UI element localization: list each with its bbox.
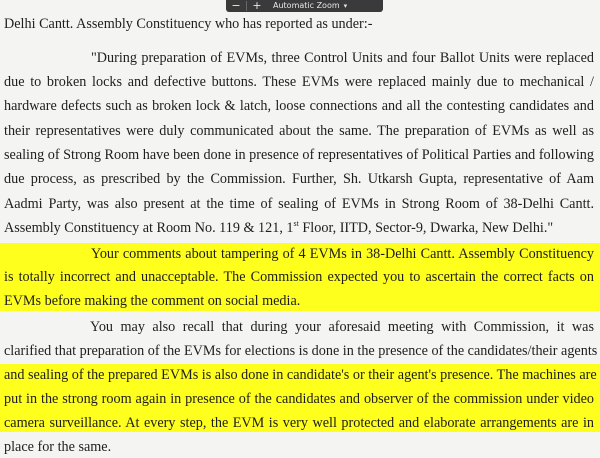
- doc-line-highlighted: and sealing of the prepared EVMs is also done in candidate's or their agent's presence. The machines are: [4, 367, 597, 383]
- doc-line: place for the same.: [4, 439, 112, 455]
- doc-line: "During preparation of EVMs, three Control Units and four Ballot Units were replaced: [91, 50, 594, 66]
- doc-line: their representatives were duly communicated about the same. The preparation of EVMs as well as: [4, 123, 594, 139]
- zoom-level-select[interactable]: [273, 0, 347, 12]
- zoom-level-label: Automatic Zoom: [273, 1, 340, 10]
- pdf-viewer-toolbar: [0, 0, 600, 14]
- doc-line-highlighted: Your comments about tampering of 4 EVMs in 38-Delhi Cantt. Assembly Constituency: [91, 246, 594, 262]
- doc-line: due to broken locks and defective buttons. These EVMs were replaced mainly due to mechanical /: [4, 74, 594, 90]
- zoom-controls: [226, 0, 383, 12]
- zoom-out-button[interactable]: −: [231, 0, 241, 12]
- doc-line-highlighted: EVMs before making the comment on social media.: [4, 293, 301, 309]
- doc-line-highlighted: put in the strong room again in presence of the candidates and observer of the commission under video: [4, 391, 594, 407]
- doc-line: Delhi Cantt. Assembly Constituency who has reported as under:-: [4, 16, 373, 32]
- ordinal-superscript: st: [293, 219, 299, 228]
- doc-line: You may also recall that during your aforesaid meeting with Commission, it was: [90, 319, 594, 335]
- doc-line: due process, as prescribed by the Commission. Further, Sh. Utkarsh Gupta, representative of Aam: [4, 171, 594, 187]
- doc-text: Floor, IITD, Sector-9, Dwarka, New Delhi.": [298, 220, 554, 236]
- zoom-in-button[interactable]: +: [252, 0, 262, 12]
- doc-line: Aadmi Party, was also present at the time of sealing of EVMs in Strong Room of 38-Delhi Cantt.: [4, 196, 594, 212]
- chevron-down-icon: ▾: [343, 2, 348, 10]
- doc-line: [4, 217, 594, 239]
- doc-text: Assembly Constituency at Room No. 119 & 121, 1: [4, 220, 294, 236]
- doc-line: hardware defects such as broken lock & latch, loose connections and all the contesting candidates and: [4, 98, 594, 114]
- doc-line-highlighted: is totally incorrect and unacceptable. The Commission expected you to ascertain the correct facts on: [4, 269, 594, 285]
- doc-line: clarified that preparation of the EVMs for elections is done in the presence of the candidates/their agents: [4, 343, 598, 359]
- doc-line-highlighted: camera surveillance. At every step, the EVM is very well protected and elaborate arrangements are in: [4, 415, 594, 431]
- doc-line: sealing of Strong Room have been done in presence of representatives of Political Parties and following: [4, 147, 594, 163]
